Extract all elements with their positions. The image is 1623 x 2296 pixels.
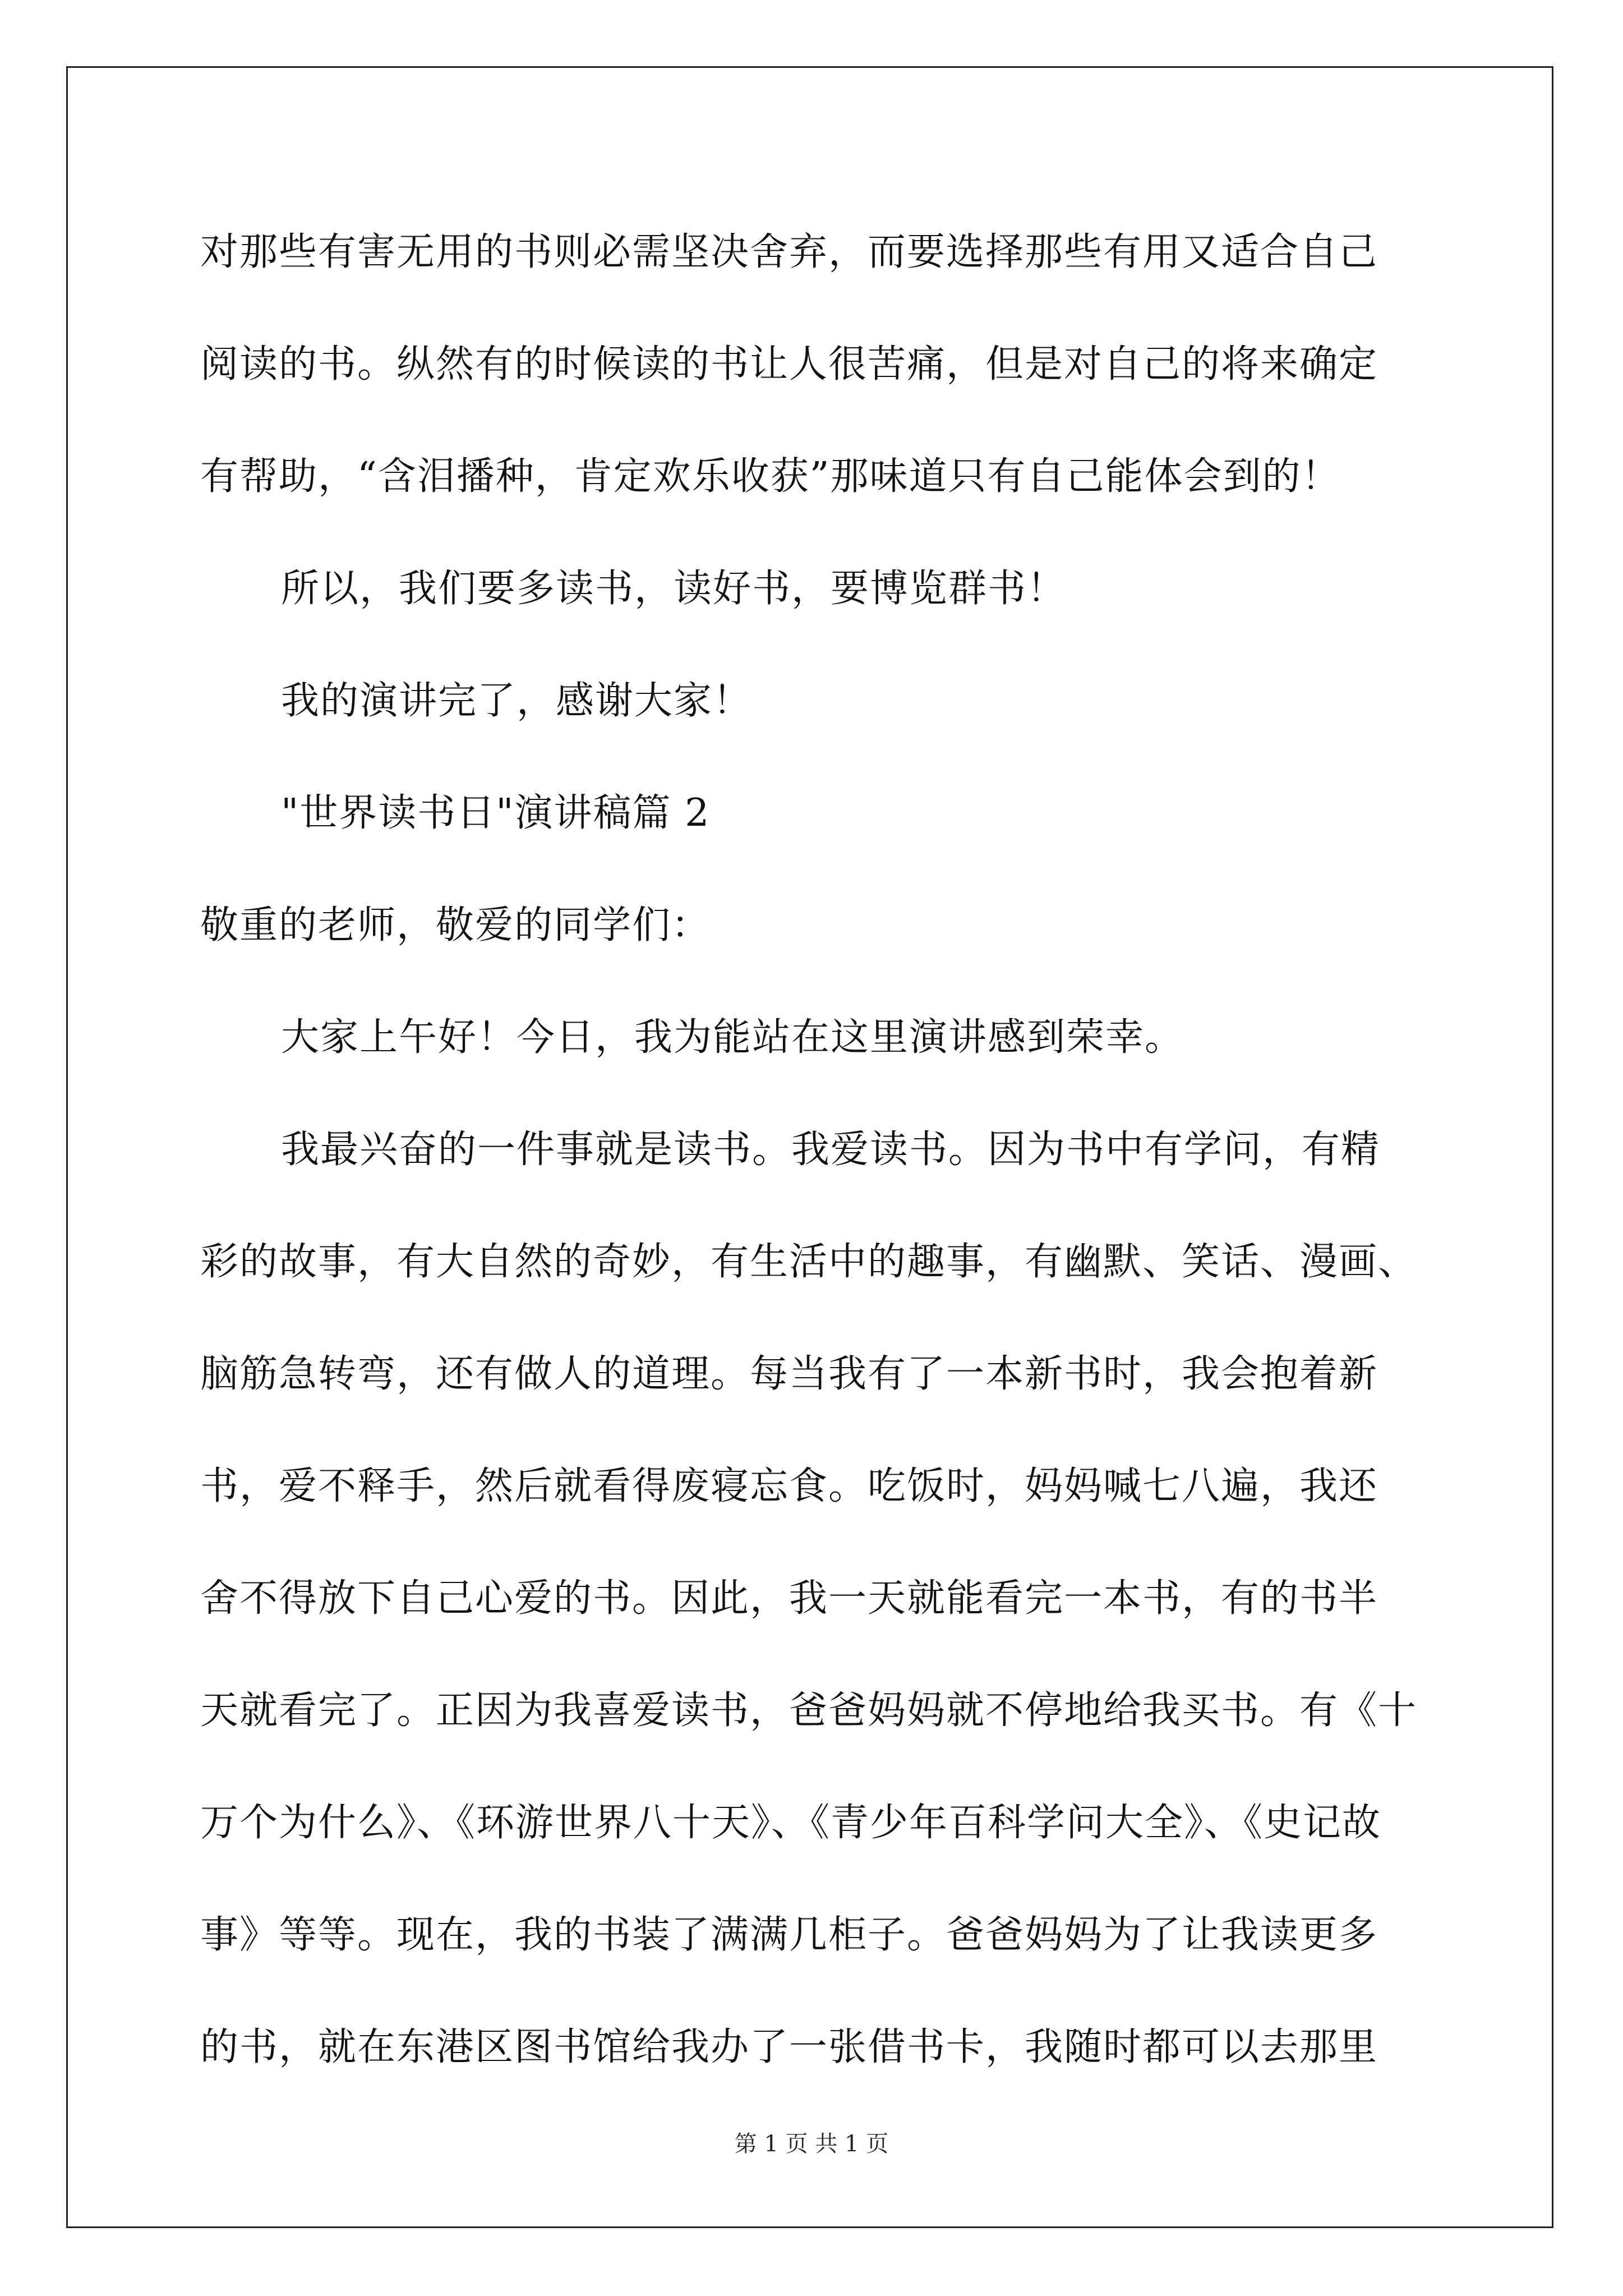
paragraph-line: 书，爱不释手，然后就看得废寝忘食。吃饭时，妈妈喊七八遍，我还 bbox=[200, 1464, 1378, 1508]
document-body bbox=[200, 219, 1440, 2126]
paragraph-line: 对那些有害无用的书则必需坚决舍弃，而要选择那些有用又适合自己 bbox=[200, 230, 1378, 274]
paragraph-line: 大家上午好！今日，我为能站在这里演讲感到荣幸。 bbox=[281, 1015, 1184, 1060]
paragraph-line: 我的演讲完了，感谢大家！ bbox=[281, 679, 753, 723]
paragraph-line: 事》等等。现在，我的书装了满满几柜子。爸爸妈妈为了让我读更多 bbox=[200, 1913, 1378, 1957]
paragraph-line: 所以，我们要多读书，读好书，要博览群书！ bbox=[281, 567, 1067, 611]
paragraph-line: 天就看完了。正因为我喜爱读书，爸爸妈妈就不停地给我买书。有《十 bbox=[200, 1688, 1418, 1733]
section-heading: "世界读书日"演讲稿篇 2 bbox=[281, 791, 711, 835]
paragraph-line: 阅读的书。纵然有的时候读的书让人很苦痛，但是对自己的将来确定 bbox=[200, 342, 1378, 386]
paragraph-line: 彩的故事，有大自然的奇妙，有生活中的趣事，有幽默、笑话、漫画、 bbox=[200, 1240, 1418, 1284]
paragraph-line: 我最兴奋的一件事就是读书。我爱读书。因为书中有学问，有精 bbox=[281, 1128, 1381, 1172]
paragraph-line: 舍不得放下自己心爱的书。因此，我一天就能看完一本书，有的书半 bbox=[200, 1576, 1378, 1621]
paragraph-line: 有帮助，“含泪播种，肯定欢乐收获”那味道只有自己能体会到的！ bbox=[200, 454, 1341, 499]
page-footer: 第 1 页 共 1 页 bbox=[734, 2131, 889, 2157]
paragraph-line: 脑筋急转弯，还有做人的道理。每当我有了一本新书时，我会抱着新 bbox=[200, 1352, 1378, 1396]
paragraph-line: 的书，就在东港区图书馆给我办了一张借书卡，我随时都可以去那里 bbox=[200, 2025, 1378, 2069]
salutation: 敬重的老师，敬爱的同学们： bbox=[200, 903, 711, 947]
paragraph-line: 万个为什么》、《环游世界八十天》、《青少年百科学问大全》、《史记故 bbox=[200, 1801, 1382, 1845]
